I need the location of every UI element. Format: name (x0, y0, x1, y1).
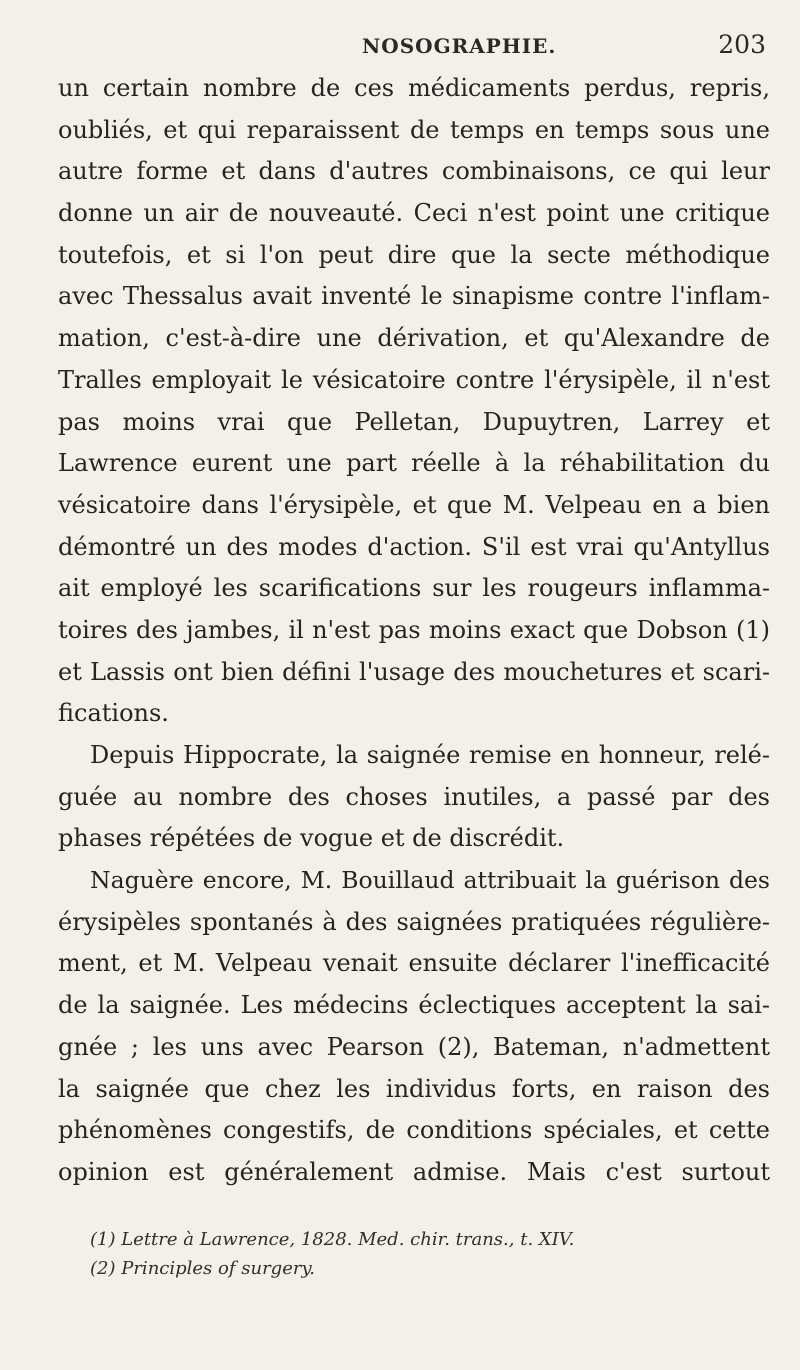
text-line: ait employé les scarifications sur les rougeurs inflamma- (58, 574, 770, 603)
text-line: opinion est généralement admise. Mais c'est surtout (58, 1157, 770, 1186)
text-line: érysipèles spontanés à des saignées pratiquées régulière- (58, 907, 770, 936)
text-line: Tralles employait le vésicatoire contre l'érysipèle, il n'est (58, 365, 770, 394)
text-line: et Lassis ont bien défini l'usage des mouchetures et scari- (58, 657, 770, 686)
text-line: guée au nombre des choses inutiles, a passé par des (58, 782, 770, 811)
text-line: un certain nombre de ces médicaments perdus, repris, (58, 74, 770, 102)
text-line: démontré un des modes d'action. S'il est vrai qu'Antyllus (58, 532, 770, 561)
text-line: phénomènes congestifs, de conditions spéciales, et cette (58, 1116, 770, 1145)
text-line: Lawrence eurent une part réelle à la réhabilitation du (58, 449, 770, 478)
text-line: mation, c'est-à-dire une dérivation, et qu'Alexandre de (58, 324, 770, 353)
text-line: avec Thessalus avait inventé le sinapisme contre l'inflam- (58, 282, 770, 311)
text-line: autre forme et dans d'autres combinaisons, ce qui leur (58, 157, 770, 186)
text-line: vésicatoire dans l'érysipèle, et que M. Velpeau en a bien (58, 490, 770, 519)
text-line: la saignée que chez les individus forts, en raison des (58, 1074, 770, 1103)
footnote: (2) Principles of surgery. (90, 1258, 315, 1279)
text-line: Naguère encore, M. Bouillaud attribuait la guérison des (90, 866, 770, 895)
text-line: Depuis Hippocrate, la saignée remise en honneur, relé- (90, 741, 770, 769)
footnote: (1) Lettre à Lawrence, 1828. Med. chir. trans., t. XIV. (90, 1229, 575, 1250)
text-line: oubliés, et qui reparaissent de temps en temps sous une (58, 115, 770, 144)
text-line: gnée ; les uns avec Pearson (2), Bateman, n'admettent (58, 1032, 770, 1061)
text-line: phases répétées de vogue et de discrédit. (58, 824, 565, 853)
page-number: 203 (718, 30, 766, 59)
text-line: donne un air de nouveauté. Ceci n'est point une critique (58, 199, 770, 228)
text-line: toutefois, et si l'on peut dire que la secte méthodique (58, 240, 770, 269)
text-line: de la saignée. Les médecins éclectiques acceptent la sai- (58, 991, 770, 1020)
text-line: fications. (58, 699, 169, 728)
body-text (58, 68, 770, 1194)
text-line: toires des jambes, il n'est pas moins exact que Dobson (1) (58, 615, 770, 644)
running-head (58, 26, 766, 66)
text-line: ment, et M. Velpeau venait ensuite déclarer l'inefficacité (58, 949, 770, 978)
text-line: pas moins vrai que Pelletan, Dupuytren, Larrey et (58, 407, 770, 436)
running-title: NOSOGRAPHIE. (362, 34, 557, 58)
footnotes (90, 1225, 750, 1283)
